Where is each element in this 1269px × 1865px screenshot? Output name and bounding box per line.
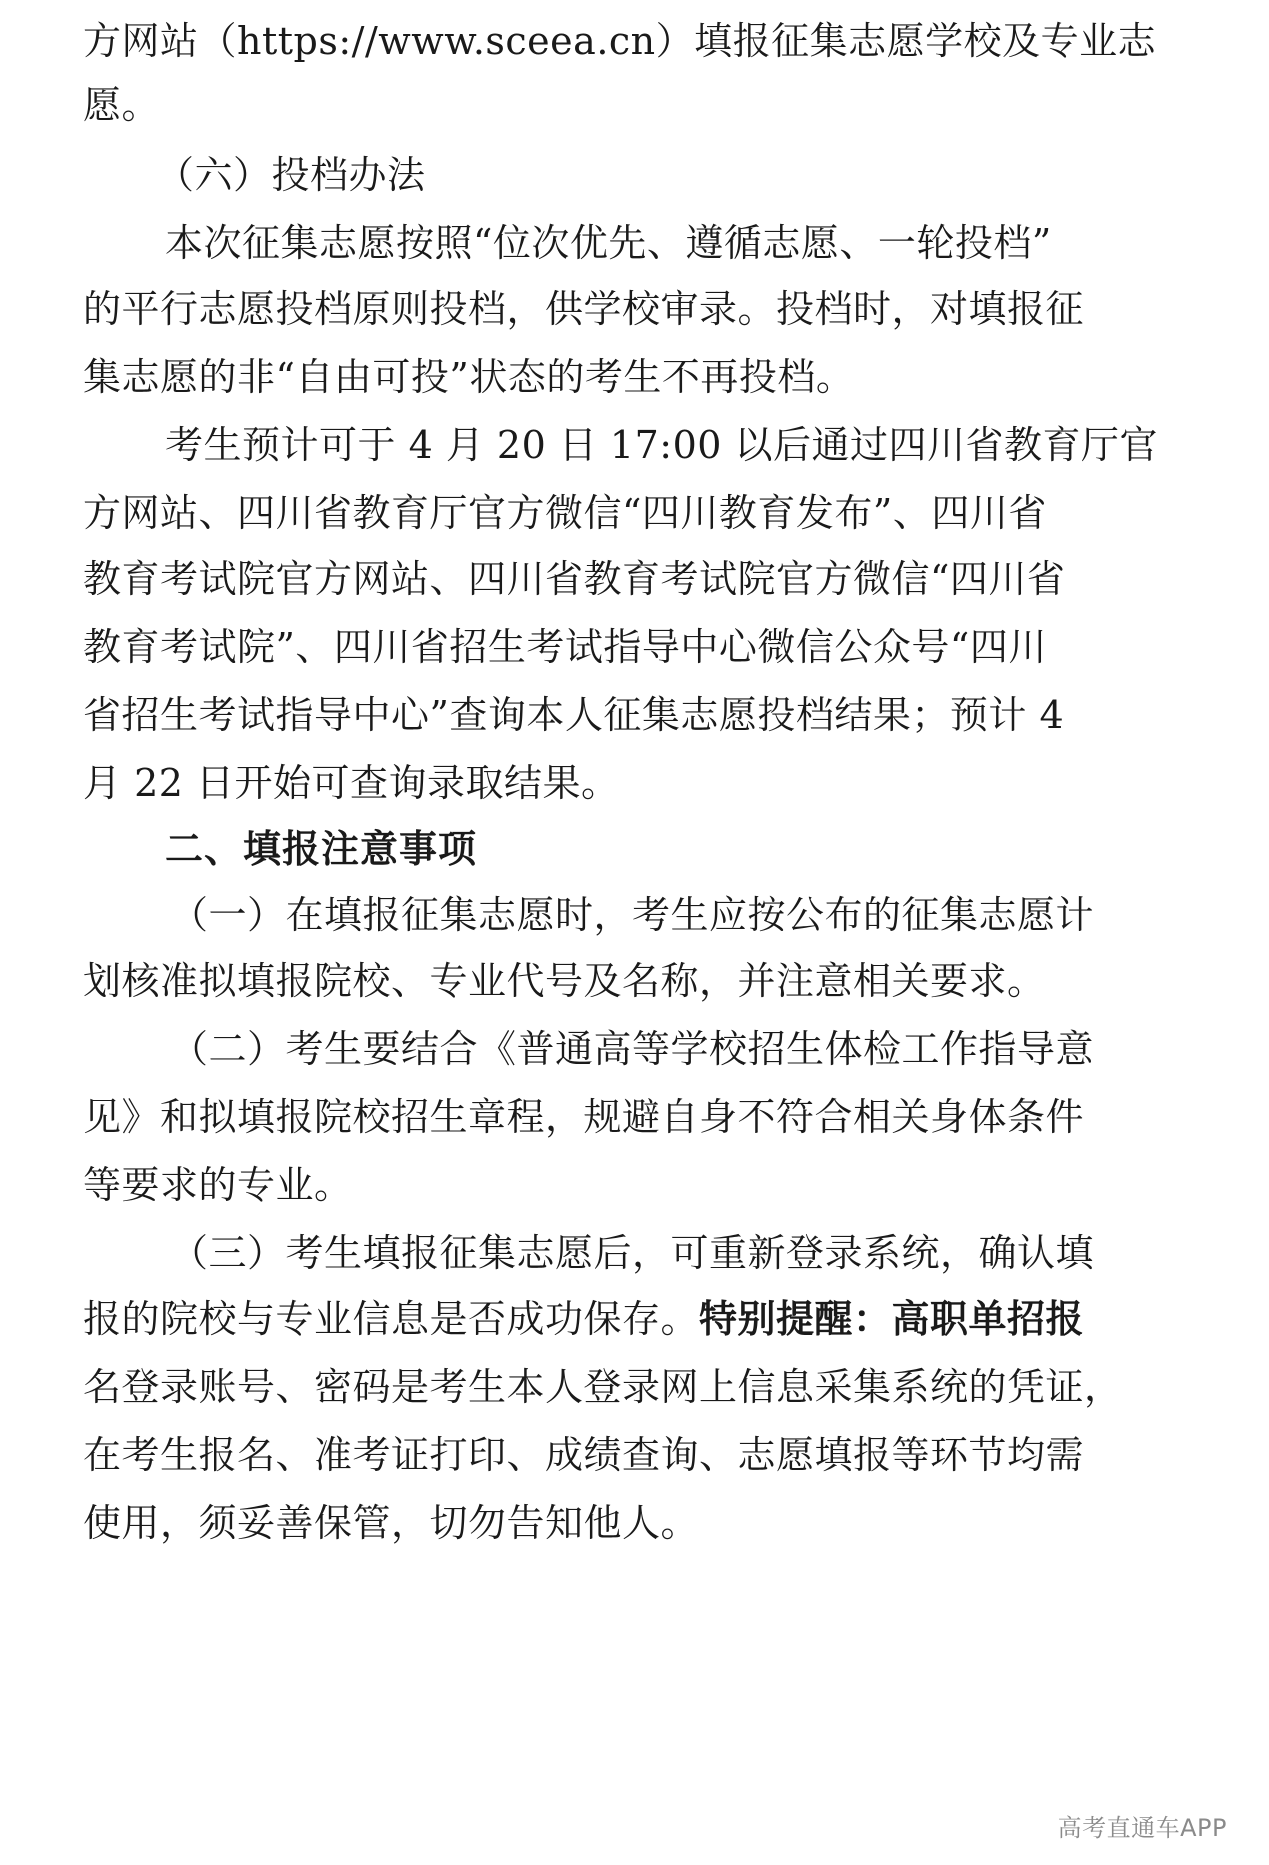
text-line: 集志愿的非“自由可投”状态的考生不再投档。 <box>83 355 855 399</box>
text-line: 考生预计可于 4 月 20 日 17:00 以后通过四川省教育厅官 <box>165 423 1159 467</box>
text-line: 等要求的专业。 <box>83 1163 353 1207</box>
text-line: 教育考试院官方网站、四川省教育考试院官方微信“四川省 <box>83 557 1066 601</box>
text-line: 方网站、四川省教育厅官方微信“四川教育发布”、四川省 <box>83 491 1047 535</box>
text-line: （二）考生要结合《普通高等学校招生体检工作指导意 <box>170 1027 1095 1071</box>
text-line-with-emphasis <box>83 1284 1269 1354</box>
text-line: 省招生考试指导中心”查询本人征集志愿投档结果；预计 4 <box>83 693 1065 737</box>
text-run: 报的院校与专业信息是否成功保存。 <box>83 1297 700 1341</box>
special-reminder: 特别提醒：高职单招报 <box>699 1296 1085 1341</box>
text-line: 本次征集志愿按照“位次优先、遵循志愿、一轮投档” <box>165 221 1052 265</box>
text-line-bold: 使用，须妥善保管，切勿告知他人。 <box>83 1501 700 1545</box>
text-line: 划核准拟填报院校、专业代号及名称，并注意相关要求。 <box>83 959 1046 1003</box>
text-line: 月 22 日开始可查询录取结果。 <box>83 761 620 805</box>
text-line: 教育考试院”、四川省招生考试指导中心微信公众号“四川 <box>83 625 1047 669</box>
text-line: 见》和拟填报院校招生章程，规避自身不符合相关身体条件 <box>83 1095 1085 1139</box>
text-line-bold: 在考生报名、准考证打印、成绩查询、志愿填报等环节均需 <box>83 1433 1085 1477</box>
section-heading: 二、填报注意事项 <box>165 827 478 871</box>
text-line: （一）在填报征集志愿时，考生应按公布的征集志愿计 <box>170 893 1095 937</box>
text-line: 愿。 <box>83 83 161 127</box>
text-line: 方网站（https://www.sceea.cn）填报征集志愿学校及专业志 <box>83 19 1157 63</box>
text-line: （三）考生填报征集志愿后，可重新登录系统，确认填 <box>170 1231 1095 1275</box>
text-line: 的平行志愿投档原则投档，供学校审录。投档时，对填报征 <box>83 287 1085 331</box>
text-line-bold: 名登录账号、密码是考生本人登录网上信息采集系统的凭证， <box>83 1365 1123 1409</box>
subheading: （六）投档办法 <box>156 153 426 197</box>
watermark: 高考直通车APP <box>1057 1814 1227 1842</box>
